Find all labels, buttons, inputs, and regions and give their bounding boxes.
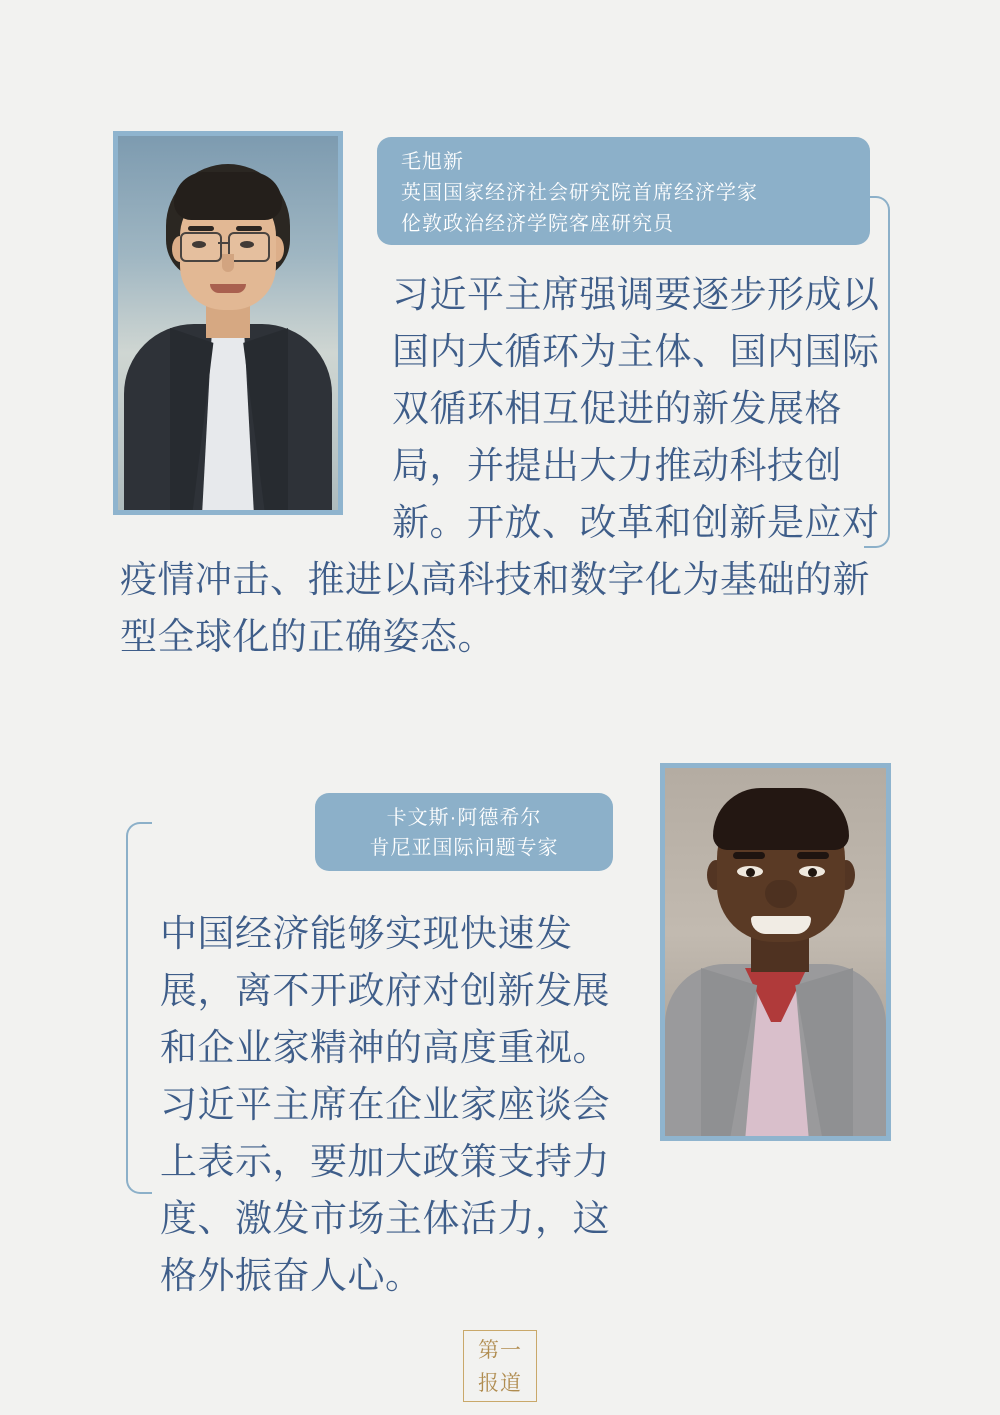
portrait-brow-right-2 <box>797 852 829 859</box>
quote-body-1: 习近平主席强调要逐步形成以国内大循环为主体、国内国际双循环相互促进的新发展格局，并提出大力推动科技创新。开放、改革和创新是应对疫情冲击、推进以高科技和数字化为基础的新型全球化的正确姿态。 <box>120 273 880 658</box>
text-wrap-spacer-1 <box>120 266 392 528</box>
portrait-glasses-right-1 <box>228 232 270 262</box>
quote-text-1 <box>120 266 880 665</box>
portrait-brow-right-1 <box>236 226 262 231</box>
portrait-hair-2 <box>713 788 849 850</box>
portrait-glasses-bridge-1 <box>218 242 228 244</box>
name-card-1 <box>377 137 870 245</box>
portrait-photo-2 <box>660 763 891 1141</box>
quote-block-1 <box>0 0 1000 660</box>
footer-logo-line-2: 报道 <box>478 1371 522 1395</box>
portrait-mouth-2 <box>751 916 811 934</box>
quote-block-2 <box>0 740 1000 1340</box>
portrait-brow-left-1 <box>188 226 214 231</box>
person-title-line-1-2: 肯尼亚国际问题专家 <box>369 837 559 859</box>
footer-logo-line-1: 第一 <box>478 1338 522 1362</box>
portrait-pupil-left-2 <box>746 868 755 877</box>
person-name-1: 毛旭新 <box>401 151 464 173</box>
person-title-line-2-1: 伦敦政治经济学院客座研究员 <box>401 213 674 235</box>
name-card-2 <box>315 793 613 871</box>
quote-text-2 <box>160 905 630 1304</box>
portrait-nose-2 <box>765 880 797 908</box>
portrait-glasses-left-1 <box>180 232 222 262</box>
person-title-line-1-1: 英国国家经济社会研究院首席经济学家 <box>401 182 758 204</box>
quote-body-2: 中国经济能够实现快速发展，离不开政府对创新发展和企业家精神的高度重视。习近平主席在企业家座谈会上表示，要加大政策支持力度、激发市场主体活力，这格外振奋人心。 <box>160 912 610 1297</box>
person-name-2: 卡文斯·阿德希尔 <box>386 807 542 829</box>
bracket-left-2 <box>126 822 152 1194</box>
portrait-brow-left-2 <box>733 852 765 859</box>
portrait-fringe-1 <box>174 172 282 220</box>
portrait-pupil-right-2 <box>808 868 817 877</box>
footer-logo <box>463 1330 537 1402</box>
